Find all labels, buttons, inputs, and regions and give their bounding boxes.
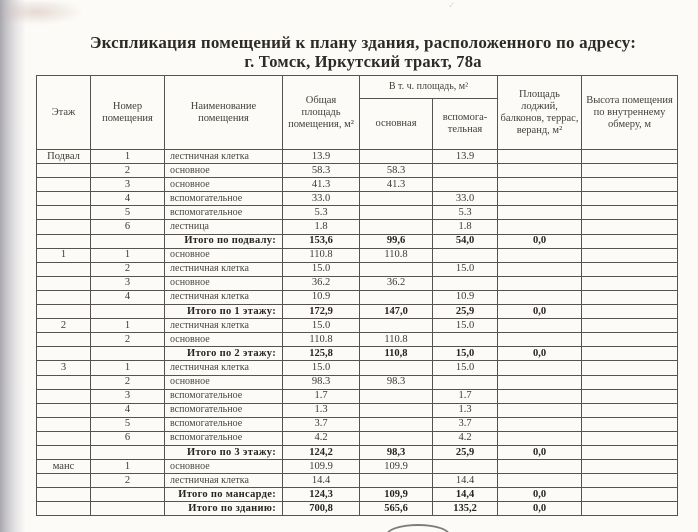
room-number-cell: 6 (91, 431, 165, 445)
aux-area-cell: 5.3 (433, 206, 498, 220)
room-number-cell (91, 347, 165, 361)
room-number-cell: 2 (91, 375, 165, 389)
balcony-area-cell (498, 192, 582, 206)
room-name-cell: Итого по 2 этажу: (165, 347, 283, 361)
aux-area-cell: 25,9 (433, 445, 498, 459)
floor-cell (37, 417, 91, 431)
total-area-cell: 172,9 (283, 305, 360, 319)
height-cell (582, 305, 678, 319)
aux-area-cell: 15.0 (433, 319, 498, 333)
height-cell (582, 502, 678, 516)
scan-smudge (4, 1, 84, 25)
height-cell (582, 206, 678, 220)
main-area-cell (360, 417, 433, 431)
room-name-cell: основное (165, 460, 283, 474)
room-name-cell: основное (165, 178, 283, 192)
balcony-area-cell (498, 164, 582, 178)
total-area-cell: 5.3 (283, 206, 360, 220)
height-cell (582, 445, 678, 459)
room-name-cell: Итого по 3 этажу: (165, 445, 283, 459)
room-name-cell: лестничная клетка (165, 474, 283, 488)
room-number-cell: 3 (91, 178, 165, 192)
total-area-cell: 110.8 (283, 248, 360, 262)
room-number-cell: 4 (91, 290, 165, 304)
balcony-area-cell: 0,0 (498, 234, 582, 248)
balcony-area-cell: 0,0 (498, 305, 582, 319)
room-number-cell: 6 (91, 220, 165, 234)
total-area-cell: 98.3 (283, 375, 360, 389)
room-number-cell: 2 (91, 164, 165, 178)
room-name-header: Наименование помещения (165, 76, 283, 150)
table-row (37, 445, 678, 459)
floor-cell (37, 234, 91, 248)
room-name-cell: Итого по 1 этажу: (165, 305, 283, 319)
total-area-cell: 10.9 (283, 290, 360, 304)
table-row (37, 192, 678, 206)
height-cell (582, 290, 678, 304)
total-area-cell: 125,8 (283, 347, 360, 361)
aux-area-cell: 4.2 (433, 431, 498, 445)
aux-area-cell: 135,2 (433, 502, 498, 516)
main-area-cell: 109.9 (360, 460, 433, 474)
main-area-cell: 110.8 (360, 248, 433, 262)
floor-cell (37, 192, 91, 206)
height-cell (582, 375, 678, 389)
balcony-area-cell (498, 206, 582, 220)
height-cell (582, 234, 678, 248)
room-name-cell: основное (165, 164, 283, 178)
main-area-cell: 110,8 (360, 347, 433, 361)
aux-area-cell (433, 276, 498, 290)
room-number-cell: 2 (91, 333, 165, 347)
room-number-cell: 2 (91, 474, 165, 488)
room-number-cell: 3 (91, 276, 165, 290)
height-cell (582, 361, 678, 375)
aux-area-cell: 1.8 (433, 220, 498, 234)
total-area-header: Общая площадь помещения, м² (283, 76, 360, 150)
height-cell (582, 403, 678, 417)
room-name-cell: основное (165, 276, 283, 290)
table-row (37, 262, 678, 276)
room-number-cell: 1 (91, 248, 165, 262)
table-row (37, 220, 678, 234)
room-name-cell: вспомогательное (165, 389, 283, 403)
floor-cell (37, 178, 91, 192)
room-name-cell: вспомогательное (165, 431, 283, 445)
main-area-cell (360, 290, 433, 304)
aux-area-cell: 25,9 (433, 305, 498, 319)
floor-cell (37, 206, 91, 220)
height-cell (582, 248, 678, 262)
floor-cell (37, 220, 91, 234)
floor-cell (37, 305, 91, 319)
room-number-cell: 2 (91, 262, 165, 276)
main-area-cell: 98,3 (360, 445, 433, 459)
height-cell (582, 389, 678, 403)
room-name-cell: вспомогательное (165, 403, 283, 417)
total-area-cell: 41.3 (283, 178, 360, 192)
main-area-cell (360, 431, 433, 445)
balcony-area-cell (498, 333, 582, 347)
room-name-cell: Итого по мансарде: (165, 488, 283, 502)
table-row (37, 474, 678, 488)
main-area-cell: 565,6 (360, 502, 433, 516)
document-title-line2: г. Томск, Иркутский тракт, 78а (244, 52, 482, 71)
room-number-cell: 4 (91, 192, 165, 206)
height-cell (582, 488, 678, 502)
main-area-cell: 109,9 (360, 488, 433, 502)
room-number-cell: 4 (91, 403, 165, 417)
document-title-line1: Экспликация помещений к плану здания, расположенного по адресу: (89, 33, 637, 52)
incl-area-group-header: В т. ч. площадь, м² (360, 76, 498, 99)
main-area-cell: 58.3 (360, 164, 433, 178)
room-number-cell: 5 (91, 417, 165, 431)
table-row (37, 276, 678, 290)
main-area-header: основная (360, 99, 433, 150)
total-area-cell: 13.9 (283, 150, 360, 164)
room-name-cell: лестничная клетка (165, 290, 283, 304)
scan-edge-shadow (0, 0, 26, 532)
balcony-area-cell (498, 431, 582, 445)
aux-area-cell (433, 460, 498, 474)
balcony-area-cell (498, 460, 582, 474)
table-row (37, 431, 678, 445)
table-row (37, 319, 678, 333)
main-area-cell: 147,0 (360, 305, 433, 319)
floor-cell: Подвал (37, 150, 91, 164)
balcony-area-cell (498, 150, 582, 164)
main-area-cell (360, 262, 433, 276)
floor-cell (37, 333, 91, 347)
total-area-cell: 124,3 (283, 488, 360, 502)
total-area-cell: 1.8 (283, 220, 360, 234)
room-number-cell: 1 (91, 361, 165, 375)
total-area-cell: 14.4 (283, 474, 360, 488)
aux-area-cell: 33.0 (433, 192, 498, 206)
table-header (37, 76, 678, 150)
table-row (37, 460, 678, 474)
aux-area-cell: 14,4 (433, 488, 498, 502)
floor-cell: 2 (37, 319, 91, 333)
table-row (37, 375, 678, 389)
aux-area-cell: 1.3 (433, 403, 498, 417)
floor-header: Этаж (37, 76, 91, 150)
room-number-cell: 5 (91, 206, 165, 220)
height-cell (582, 150, 678, 164)
table-row (37, 150, 678, 164)
table-row (37, 488, 678, 502)
table-row (37, 361, 678, 375)
height-cell (582, 262, 678, 276)
aux-area-cell: 14.4 (433, 474, 498, 488)
document-title (40, 33, 686, 71)
balcony-area-header: Площадь лоджий, балконов, террас, веранд, м² (498, 76, 582, 150)
floor-cell: 1 (37, 248, 91, 262)
table-row (37, 164, 678, 178)
height-cell (582, 417, 678, 431)
floor-cell (37, 262, 91, 276)
aux-area-header: вспомога- тельная (433, 99, 498, 150)
height-cell (582, 178, 678, 192)
room-number-header: Номер помещения (91, 76, 165, 150)
main-area-cell: 41.3 (360, 178, 433, 192)
room-number-cell (91, 488, 165, 502)
floor-cell (37, 445, 91, 459)
floor-cell (37, 375, 91, 389)
aux-area-cell: 15,0 (433, 347, 498, 361)
table-row (37, 403, 678, 417)
balcony-area-cell (498, 276, 582, 290)
height-cell (582, 164, 678, 178)
balcony-area-cell (498, 262, 582, 276)
main-area-cell: 110.8 (360, 333, 433, 347)
table-row (37, 305, 678, 319)
room-number-cell: 1 (91, 319, 165, 333)
balcony-area-cell (498, 178, 582, 192)
stamp-arc-artifact (386, 524, 450, 532)
floor-cell (37, 431, 91, 445)
total-area-cell: 15.0 (283, 361, 360, 375)
main-area-cell (360, 361, 433, 375)
main-area-cell (360, 389, 433, 403)
floor-cell (37, 389, 91, 403)
room-name-cell: вспомогательное (165, 206, 283, 220)
total-area-cell: 124,2 (283, 445, 360, 459)
room-name-cell: вспомогательное (165, 417, 283, 431)
main-area-cell (360, 474, 433, 488)
explication-table (36, 75, 678, 516)
room-number-cell: 1 (91, 460, 165, 474)
table-row (37, 290, 678, 304)
height-cell (582, 431, 678, 445)
floor-cell (37, 290, 91, 304)
height-cell (582, 333, 678, 347)
main-area-cell (360, 192, 433, 206)
total-area-cell: 36.2 (283, 276, 360, 290)
balcony-area-cell (498, 403, 582, 417)
aux-area-cell: 1.7 (433, 389, 498, 403)
main-area-cell (360, 150, 433, 164)
balcony-area-cell: 0,0 (498, 347, 582, 361)
total-area-cell: 3.7 (283, 417, 360, 431)
height-cell (582, 319, 678, 333)
floor-cell: манс (37, 460, 91, 474)
balcony-area-cell (498, 290, 582, 304)
total-area-cell: 1.3 (283, 403, 360, 417)
height-cell (582, 460, 678, 474)
balcony-area-cell: 0,0 (498, 502, 582, 516)
main-area-cell: 36.2 (360, 276, 433, 290)
scan-tick-artifact: ✓ (448, 0, 456, 10)
table-header-row-1 (37, 76, 678, 99)
room-number-cell: 3 (91, 389, 165, 403)
height-cell (582, 276, 678, 290)
main-area-cell (360, 220, 433, 234)
height-cell (582, 474, 678, 488)
floor-cell (37, 347, 91, 361)
balcony-area-cell: 0,0 (498, 445, 582, 459)
room-name-cell: Итого по подвалу: (165, 234, 283, 248)
total-area-cell: 109.9 (283, 460, 360, 474)
aux-area-cell (433, 375, 498, 389)
room-number-cell (91, 234, 165, 248)
table-row (37, 234, 678, 248)
floor-cell (37, 488, 91, 502)
total-area-cell: 153,6 (283, 234, 360, 248)
aux-area-cell: 15.0 (433, 262, 498, 276)
total-area-cell: 4.2 (283, 431, 360, 445)
room-name-cell: основное (165, 333, 283, 347)
main-area-cell (360, 206, 433, 220)
main-area-cell (360, 319, 433, 333)
table-row (37, 417, 678, 431)
room-name-cell: основное (165, 375, 283, 389)
room-name-cell: лестничная клетка (165, 262, 283, 276)
total-area-cell: 1.7 (283, 389, 360, 403)
height-header: Высота помещения по внутреннему обмеру, м (582, 76, 678, 150)
total-area-cell: 15.0 (283, 319, 360, 333)
balcony-area-cell (498, 375, 582, 389)
height-cell (582, 192, 678, 206)
room-name-cell: лестничная клетка (165, 361, 283, 375)
balcony-area-cell (498, 220, 582, 234)
room-number-cell (91, 305, 165, 319)
table-row (37, 333, 678, 347)
balcony-area-cell (498, 474, 582, 488)
aux-area-cell (433, 178, 498, 192)
total-area-cell: 700,8 (283, 502, 360, 516)
table-row (37, 347, 678, 361)
room-name-cell: лестничная клетка (165, 150, 283, 164)
room-name-cell: Итого по зданию: (165, 502, 283, 516)
room-number-cell (91, 445, 165, 459)
balcony-area-cell: 0,0 (498, 488, 582, 502)
balcony-area-cell (498, 248, 582, 262)
aux-area-cell: 10.9 (433, 290, 498, 304)
room-name-cell: лестница (165, 220, 283, 234)
floor-cell (37, 474, 91, 488)
total-area-cell: 58.3 (283, 164, 360, 178)
balcony-area-cell (498, 389, 582, 403)
room-number-cell: 1 (91, 150, 165, 164)
table-row (37, 389, 678, 403)
total-area-cell: 110.8 (283, 333, 360, 347)
room-name-cell: вспомогательное (165, 192, 283, 206)
floor-cell (37, 164, 91, 178)
total-area-cell: 15.0 (283, 262, 360, 276)
floor-cell (37, 403, 91, 417)
balcony-area-cell (498, 319, 582, 333)
room-name-cell: лестничная клетка (165, 319, 283, 333)
aux-area-cell: 15.0 (433, 361, 498, 375)
main-area-cell (360, 403, 433, 417)
total-area-cell: 33.0 (283, 192, 360, 206)
room-name-cell: основное (165, 248, 283, 262)
table-body (37, 150, 678, 516)
aux-area-cell: 13.9 (433, 150, 498, 164)
main-area-cell: 98.3 (360, 375, 433, 389)
floor-cell: 3 (37, 361, 91, 375)
main-area-cell: 99,6 (360, 234, 433, 248)
floor-cell (37, 276, 91, 290)
balcony-area-cell (498, 361, 582, 375)
height-cell (582, 220, 678, 234)
table-row (37, 502, 678, 516)
room-number-cell (91, 502, 165, 516)
floor-cell (37, 502, 91, 516)
aux-area-cell: 54,0 (433, 234, 498, 248)
table-row (37, 248, 678, 262)
aux-area-cell (433, 164, 498, 178)
table-row (37, 178, 678, 192)
aux-area-cell (433, 248, 498, 262)
height-cell (582, 347, 678, 361)
aux-area-cell (433, 333, 498, 347)
balcony-area-cell (498, 417, 582, 431)
aux-area-cell: 3.7 (433, 417, 498, 431)
table-row (37, 206, 678, 220)
